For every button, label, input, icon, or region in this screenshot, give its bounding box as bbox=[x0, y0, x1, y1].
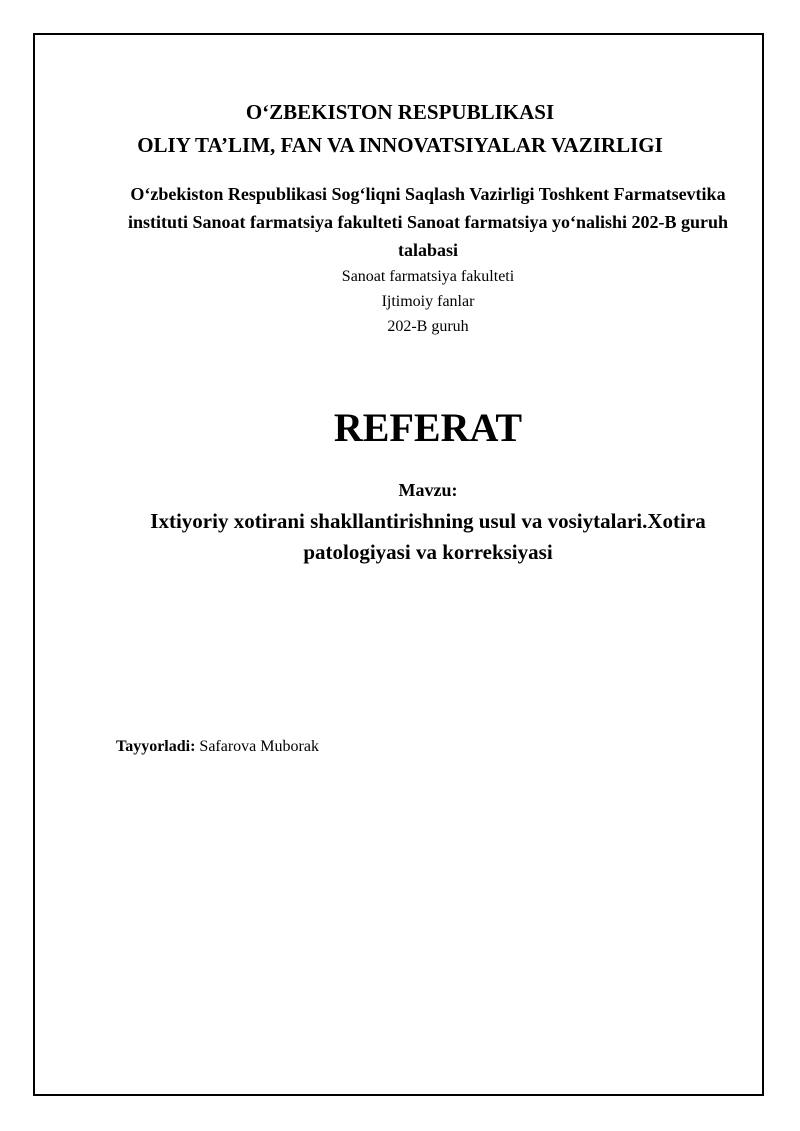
document-type-title: REFERAT bbox=[333, 405, 523, 450]
ministry-heading: OLIY TA’LIM, FAN VA INNOVATSIYALAR VAZIRLIGI bbox=[137, 133, 663, 157]
institution-description: O‘zbekiston Respublikasi Sog‘liqni Saqlash Vazirligi Toshkent Farmatsevtika instituti Sanoat farmatsiya fakulteti Sanoat farmatsiya yo‘nalishi 202-B guruh talabasi bbox=[127, 184, 729, 260]
author-line bbox=[116, 735, 319, 759]
group-line: 202-B guruh bbox=[387, 318, 469, 335]
author-label: Tayyorladi: bbox=[116, 738, 196, 755]
topic-label: Mavzu: bbox=[398, 480, 458, 500]
author-name: Safarova Muborak bbox=[199, 738, 319, 755]
subject-line: Ijtimoiy fanlar bbox=[381, 293, 475, 310]
topic-title: Ixtiyoriy xotirani shakllantirishning usul va vosiytalari.Xotira patologiyasi va korreksiyasi bbox=[150, 509, 706, 564]
faculty-line: Sanoat farmatsiya fakulteti bbox=[341, 268, 515, 285]
country-heading: O‘ZBEKISTON RESPUBLIKASI bbox=[245, 100, 555, 124]
